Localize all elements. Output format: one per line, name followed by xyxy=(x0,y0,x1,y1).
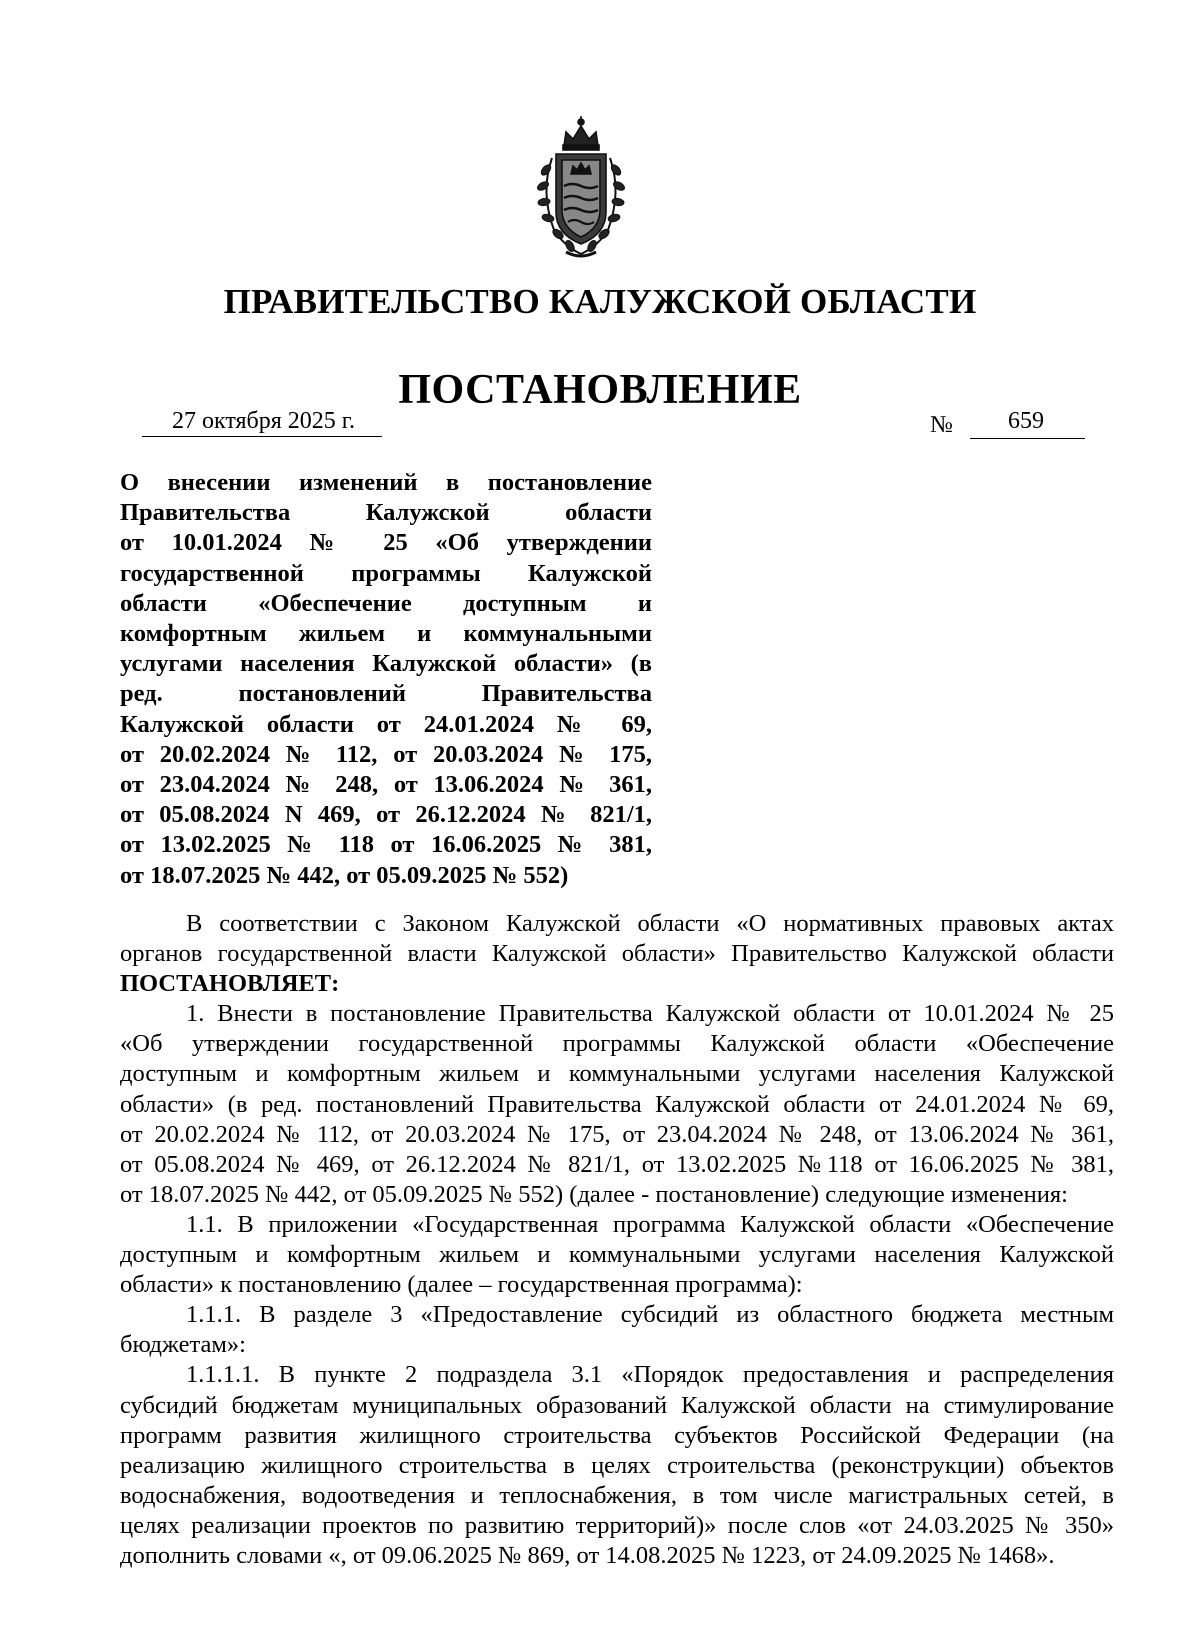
body-line: реализацию жилищного строительства в целях строительства (реконструкции) объектов xyxy=(120,1451,1114,1479)
body-line: программ развития жилищного строительства субъектов Российской Федерации (на xyxy=(120,1421,1114,1449)
body-line: органов государственной власти Калужской области» Правительство Калужской области xyxy=(120,940,1114,968)
body-line: субсидий бюджетам муниципальных образований Калужской области на стимулирование xyxy=(120,1391,1114,1419)
heading-line: государственной программы Калужской xyxy=(120,559,652,587)
body-line: водоснабжения, водоотведения и теплоснабжения, в том числе магистральных сетей, в xyxy=(120,1481,1114,1509)
document-number: 659 xyxy=(1008,408,1044,434)
heading-line: от 13.02.2025 № 118 от 16.06.2025 № 381, xyxy=(120,831,652,859)
heading-line: Калужской области от 24.01.2024 № 69, xyxy=(120,710,652,738)
body-line: 1.1.1. В разделе 3 «Предоставление субсидий из областного бюджета местным xyxy=(186,1301,1114,1329)
body-line: В соответствии с Законом Калужской области «О нормативных правовых актах xyxy=(186,910,1114,937)
body-line: от 18.07.2025 № 442, от 05.09.2025 № 552) (далее - постановление) следующие изменения: xyxy=(120,1180,1068,1208)
body-line: дополнить словами «, от 09.06.2025 № 869, от 14.08.2025 № 1223, от 24.09.2025 № 1468». xyxy=(120,1541,1055,1569)
document-date: 27 октября 2025 г. xyxy=(172,408,355,434)
body-line: целях реализации проектов по развитию территорий)» после слов «от 24.03.2025 № 350» xyxy=(120,1511,1114,1539)
document-heading xyxy=(120,468,652,891)
body-line: бюджетам»: xyxy=(120,1331,246,1359)
body-line: области» (в ред. постановлений Правительства Калужской области от 24.01.2024 № 69, xyxy=(120,1090,1114,1118)
heading-line: услугами населения Калужской области» (в xyxy=(120,650,652,678)
heading-line: от 10.01.2024 № 25 «Об утверждении xyxy=(120,529,652,557)
heading-line: от 05.08.2024 N 469, от 26.12.2024 № 821/1, xyxy=(120,801,652,829)
body-line: доступным и комфортным жильем и коммунальными услугами населения Калужской xyxy=(120,1241,1114,1269)
body-line: области» к постановлению (далее – государственная программа): xyxy=(120,1271,803,1299)
body-line: от 05.08.2024 № 469, от 26.12.2024 № 821/1, от 13.02.2025 №118 от 16.06.2025 № 381, xyxy=(120,1150,1114,1178)
resolution-keyword: ПОСТАНОВЛЯЕТ: xyxy=(120,970,340,998)
heading-line: от 23.04.2024 № 248, от 13.06.2024 № 361, xyxy=(120,771,652,799)
body-line: 1.1. В приложении «Государственная программа Калужской области «Обеспечение xyxy=(186,1210,1114,1238)
body-line: от 20.02.2024 № 112, от 20.03.2024 № 175, от 23.04.2024 № 248, от 13.06.2024 № 361, xyxy=(120,1120,1114,1148)
heading-line: комфортным жильем и коммунальными xyxy=(120,620,652,648)
document-type-title: ПОСТАНОВЛЕНИЕ xyxy=(398,367,802,413)
body-line: 1.1.1.1. В пункте 2 подраздела 3.1 «Порядок предоставления и распределения xyxy=(186,1361,1114,1389)
heading-line: от 18.07.2025 № 442, от 05.09.2025 № 552) xyxy=(120,861,569,889)
document-body xyxy=(120,909,1114,1571)
body-line: «Об утверждении государственной программы Калужской области «Обеспечение xyxy=(120,1030,1114,1058)
kaluga-coat-of-arms-icon xyxy=(526,112,636,262)
number-sign: № xyxy=(930,412,953,438)
number-underline xyxy=(970,408,1085,439)
organization-title: ПРАВИТЕЛЬСТВО КАЛУЖСКОЙ ОБЛАСТИ xyxy=(223,282,977,321)
heading-line: области «Обеспечение доступным и xyxy=(120,589,652,617)
heading-line: О внесении изменений в постановление xyxy=(120,469,652,496)
heading-line: ред. постановлений Правительства xyxy=(120,680,652,708)
document-number-field xyxy=(930,408,1085,440)
document-date-field xyxy=(142,408,382,437)
heading-line: от 20.02.2024 № 112, от 20.03.2024 № 175, xyxy=(120,740,652,768)
body-line: 1. Внести в постановление Правительства Калужской области от 10.01.2024 № 25 xyxy=(186,1000,1114,1028)
heading-line: Правительства Калужской области xyxy=(120,499,652,527)
body-line: доступным и комфортным жильем и коммунальными услугами населения Калужской xyxy=(120,1060,1114,1088)
